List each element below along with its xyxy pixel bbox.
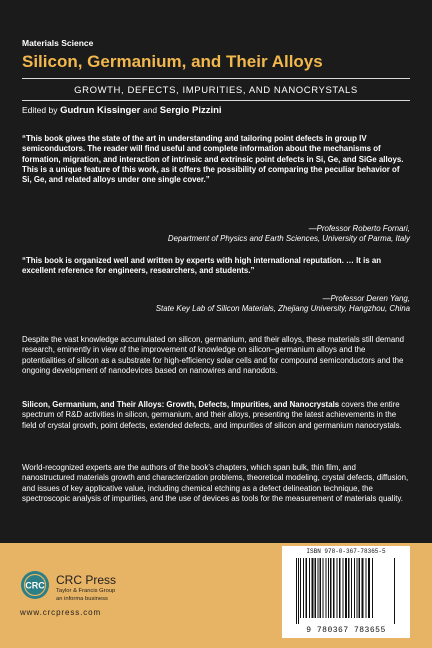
barcode-bar	[337, 558, 338, 618]
editor-name-2: Sergio Pizzini	[159, 105, 222, 116]
barcode-bar	[328, 558, 329, 618]
description-paragraph-3: World-recognized experts are the authors of the book’s chapters, which span bulk, thin film, and nanostructured materials growth and characterization problems, theoretical modeling, crystal defects, diffusion, and issues of key applicative value, including chemical etching as a defect delineation technique, the spectroscopic analysis of impurities, and the use of devices as tools for the measurement of materials quality.	[22, 463, 409, 503]
barcode-bar	[323, 558, 324, 618]
editor-and: and	[142, 105, 158, 115]
book-title: Silicon, Germanium, and Their Alloys	[22, 52, 323, 71]
title-rule-bottom	[22, 100, 410, 101]
endorser-affiliation-1: Department of Physics and Earth Sciences, University of Parma, Italy	[167, 234, 410, 244]
barcode-bar	[306, 558, 308, 618]
endorser-affiliation-2: State Key Lab of Silicon Materials, Zhejiang University, Hangzhou, China	[155, 304, 410, 314]
publisher-group: Taylor & Francis Group	[56, 588, 116, 594]
svg-text:CRC: CRC	[25, 580, 45, 591]
endorsement-attribution-1	[168, 224, 410, 245]
description-paragraph-2	[22, 400, 410, 431]
publisher-tagline: an informa business	[56, 596, 108, 602]
book-subtitle: GROWTH, DEFECTS, IMPURITIES, AND NANOCRYSTALS	[74, 85, 358, 96]
publisher-url[interactable]: www.crcpress.com	[20, 608, 102, 617]
isbn-label: ISBN 978-0-367-78365-5	[306, 548, 386, 555]
barcode-bar	[348, 558, 350, 618]
barcode-digits: 9 780367 783655	[306, 626, 386, 635]
barcode-bar	[357, 558, 358, 618]
barcode-bar	[339, 558, 341, 618]
endorsement-quote-2: “This book is organized well and written by experts with high international reputation. … It is an excellent reference for engineers, researchers, and students.”	[22, 256, 382, 276]
title-rule-top	[22, 78, 410, 79]
barcode-panel	[282, 546, 410, 638]
barcode-bar	[309, 558, 310, 618]
barcode-bar	[312, 558, 314, 618]
series-label: Materials Science	[22, 38, 94, 48]
barcode-bar	[315, 558, 317, 618]
barcode-bar	[366, 558, 367, 618]
editors-line	[22, 105, 222, 116]
endorser-name-1: —Professor Roberto Fornari,	[308, 224, 410, 233]
barcode-bar	[298, 558, 299, 624]
barcode-bar	[326, 558, 327, 618]
crc-press-logo	[20, 570, 50, 600]
barcode	[294, 558, 398, 624]
barcode-bar	[368, 558, 370, 618]
barcode-bar	[359, 558, 361, 618]
publisher-name: CRC Press	[56, 573, 117, 587]
barcode-bar	[318, 558, 319, 618]
barcode-bar	[343, 558, 344, 618]
edited-by-label: Edited by	[22, 105, 58, 115]
editor-name-1: Gudrun Kissinger	[60, 105, 141, 116]
barcode-bar	[296, 558, 297, 624]
book-title-inline: Silicon, Germanium, and Their Alloys: Growth, Defects, Impurities, and Nanocrystals	[22, 400, 340, 409]
description-paragraph-1: Despite the vast knowledge accumulated on silicon, germanium, and their alloys, these materials still demand research, eminently in view of the improvement of knowledge on silicon–germanium alloys and the potentialities of silicon as a substrate for high-efficiency solar cells and for compound semiconductors and the ongoing development of nanodevices based on nanowires and nanodots.	[22, 335, 405, 375]
barcode-bar	[394, 558, 395, 624]
barcode-bar	[330, 558, 332, 618]
barcode-bar	[362, 558, 364, 618]
barcode-bar	[303, 558, 304, 618]
barcode-bar	[345, 558, 347, 618]
barcode-bar	[320, 558, 322, 618]
barcode-bar	[372, 558, 373, 618]
barcode-bar	[300, 558, 301, 618]
endorser-name-2: —Professor Deren Yang,	[322, 294, 410, 303]
barcode-bar	[354, 558, 355, 618]
endorsement-attribution-2	[156, 294, 410, 315]
barcode-bar	[333, 558, 335, 618]
endorsement-quote-1: “This book gives the state of the art in understanding and tailoring point defects in group IV semiconductors. The reader will find useful and complete information about the mechanisms of formation, migration, and interaction of intrinsic and extrinsic point defects in Si, Ge, and SiGe alloys. This is a unique feature of this work, as it offers the possibility of comparing the peculiar behavior of Si, Ge, and related alloys under one single cover.”	[22, 134, 404, 185]
paragraph-2-text: covers the entire spectrum of R&D activities in silicon, germanium, and their alloys, presenting the latest achievements in the field of crystal growth, point defects, extended defects, and impurities of silicon and germanium nanocrystals.	[22, 400, 402, 430]
barcode-bar	[351, 558, 352, 618]
